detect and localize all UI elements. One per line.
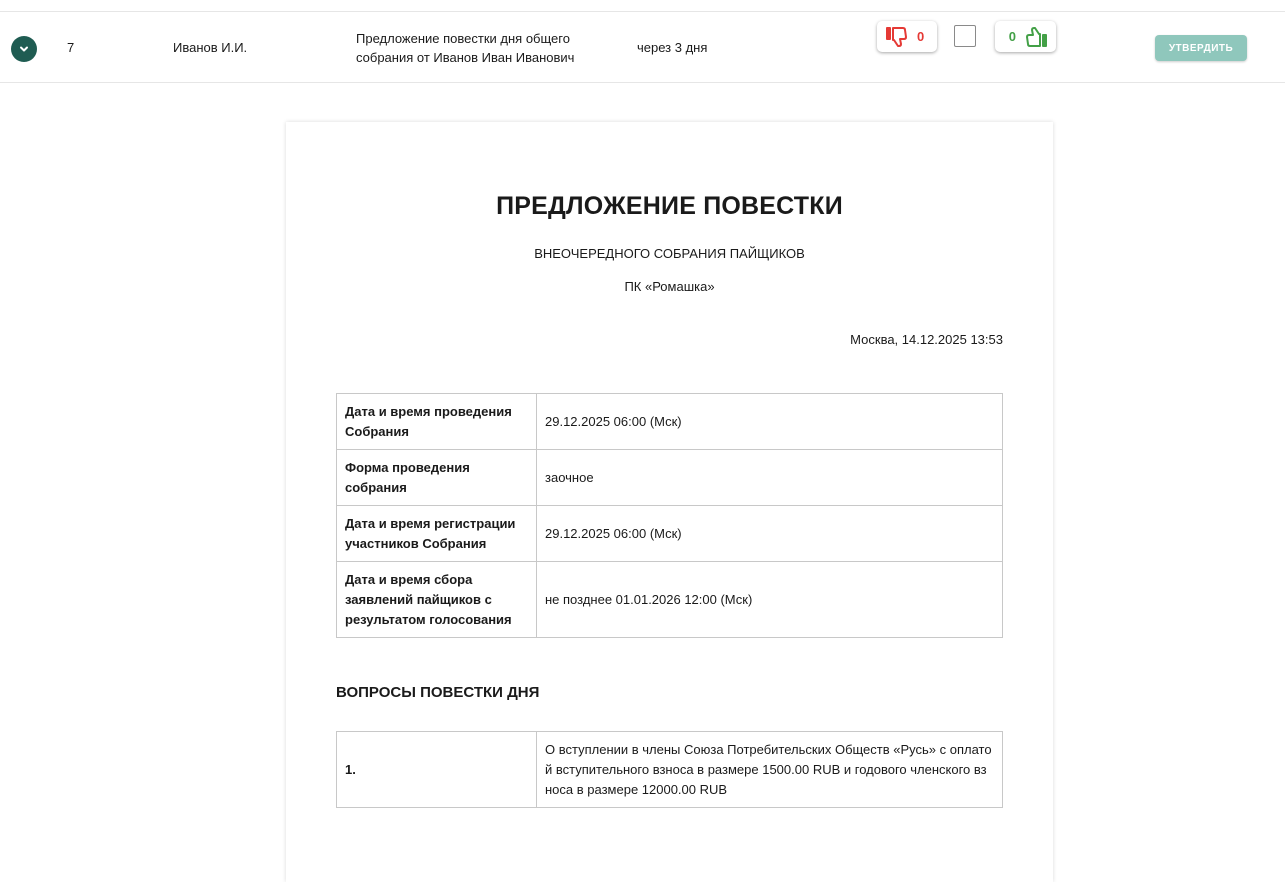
thumbs-up-icon	[1022, 26, 1048, 48]
votes-for-count: 0	[1008, 29, 1016, 44]
questions-heading: ВОПРОСЫ ПОВЕСТКИ ДНЯ	[336, 684, 540, 701]
row-deadline: через 3 дня	[637, 40, 708, 55]
question-text-line: носа в размере 12000.00 RUB	[545, 781, 728, 797]
table-row	[337, 450, 1003, 506]
info-value: 29.12.2025 06:00 (Мск)	[537, 506, 1003, 562]
votes-against-count: 0	[917, 29, 925, 44]
row-author: Иванов И.И.	[173, 40, 248, 55]
row-title-line1: Предложение повестки дня общего	[356, 31, 570, 46]
info-label: Дата и время сбора заявлений пайщиков с результатом голосования	[337, 562, 537, 638]
approve-button[interactable]: УТВЕРДИТЬ	[1155, 35, 1247, 61]
row-title	[356, 29, 606, 67]
info-value: не позднее 01.01.2026 12:00 (Мск)	[537, 562, 1003, 638]
thumbs-down-icon	[885, 26, 911, 48]
table-row	[337, 562, 1003, 638]
meeting-info-table	[336, 393, 1003, 638]
chevron-down-icon	[18, 43, 30, 55]
vote-against-button[interactable]	[877, 21, 937, 52]
info-value: заочное	[537, 450, 1003, 506]
info-label: Дата и время проведения Собрания	[337, 394, 537, 450]
document-place-date: Москва, 14.12.2025 13:53	[850, 332, 1003, 347]
row-number: 7	[67, 40, 75, 55]
vote-for-button[interactable]	[995, 21, 1056, 52]
table-row	[337, 394, 1003, 450]
agenda-proposal-row[interactable]	[0, 11, 1285, 83]
info-value: 29.12.2025 06:00 (Мск)	[537, 394, 1003, 450]
question-number: 1.	[337, 732, 537, 808]
document-organization: ПК «Ромашка»	[624, 279, 715, 294]
agenda-document	[286, 122, 1053, 882]
info-label: Форма проведения собрания	[337, 450, 537, 506]
document-title: ПРЕДЛОЖЕНИЕ ПОВЕСТКИ	[496, 192, 843, 220]
expand-button[interactable]	[11, 36, 37, 62]
row-title-line2: собрания от Иванов Иван Иванович	[356, 50, 575, 65]
table-row	[337, 506, 1003, 562]
document-subtitle: ВНЕОЧЕРЕДНОГО СОБРАНИЯ ПАЙЩИКОВ	[534, 246, 805, 261]
row-select-checkbox[interactable]	[954, 25, 976, 47]
question-text-line: й вступительного взноса в размере 1500.00 RUB и годового членского вз	[545, 761, 987, 777]
question-text-line: О вступлении в члены Союза Потребительских Обществ «Русь» с оплато	[545, 741, 992, 757]
questions-table	[336, 731, 1003, 808]
question-text	[537, 732, 1003, 808]
table-row	[337, 732, 1003, 808]
info-label: Дата и время регистрации участников Собрания	[337, 506, 537, 562]
